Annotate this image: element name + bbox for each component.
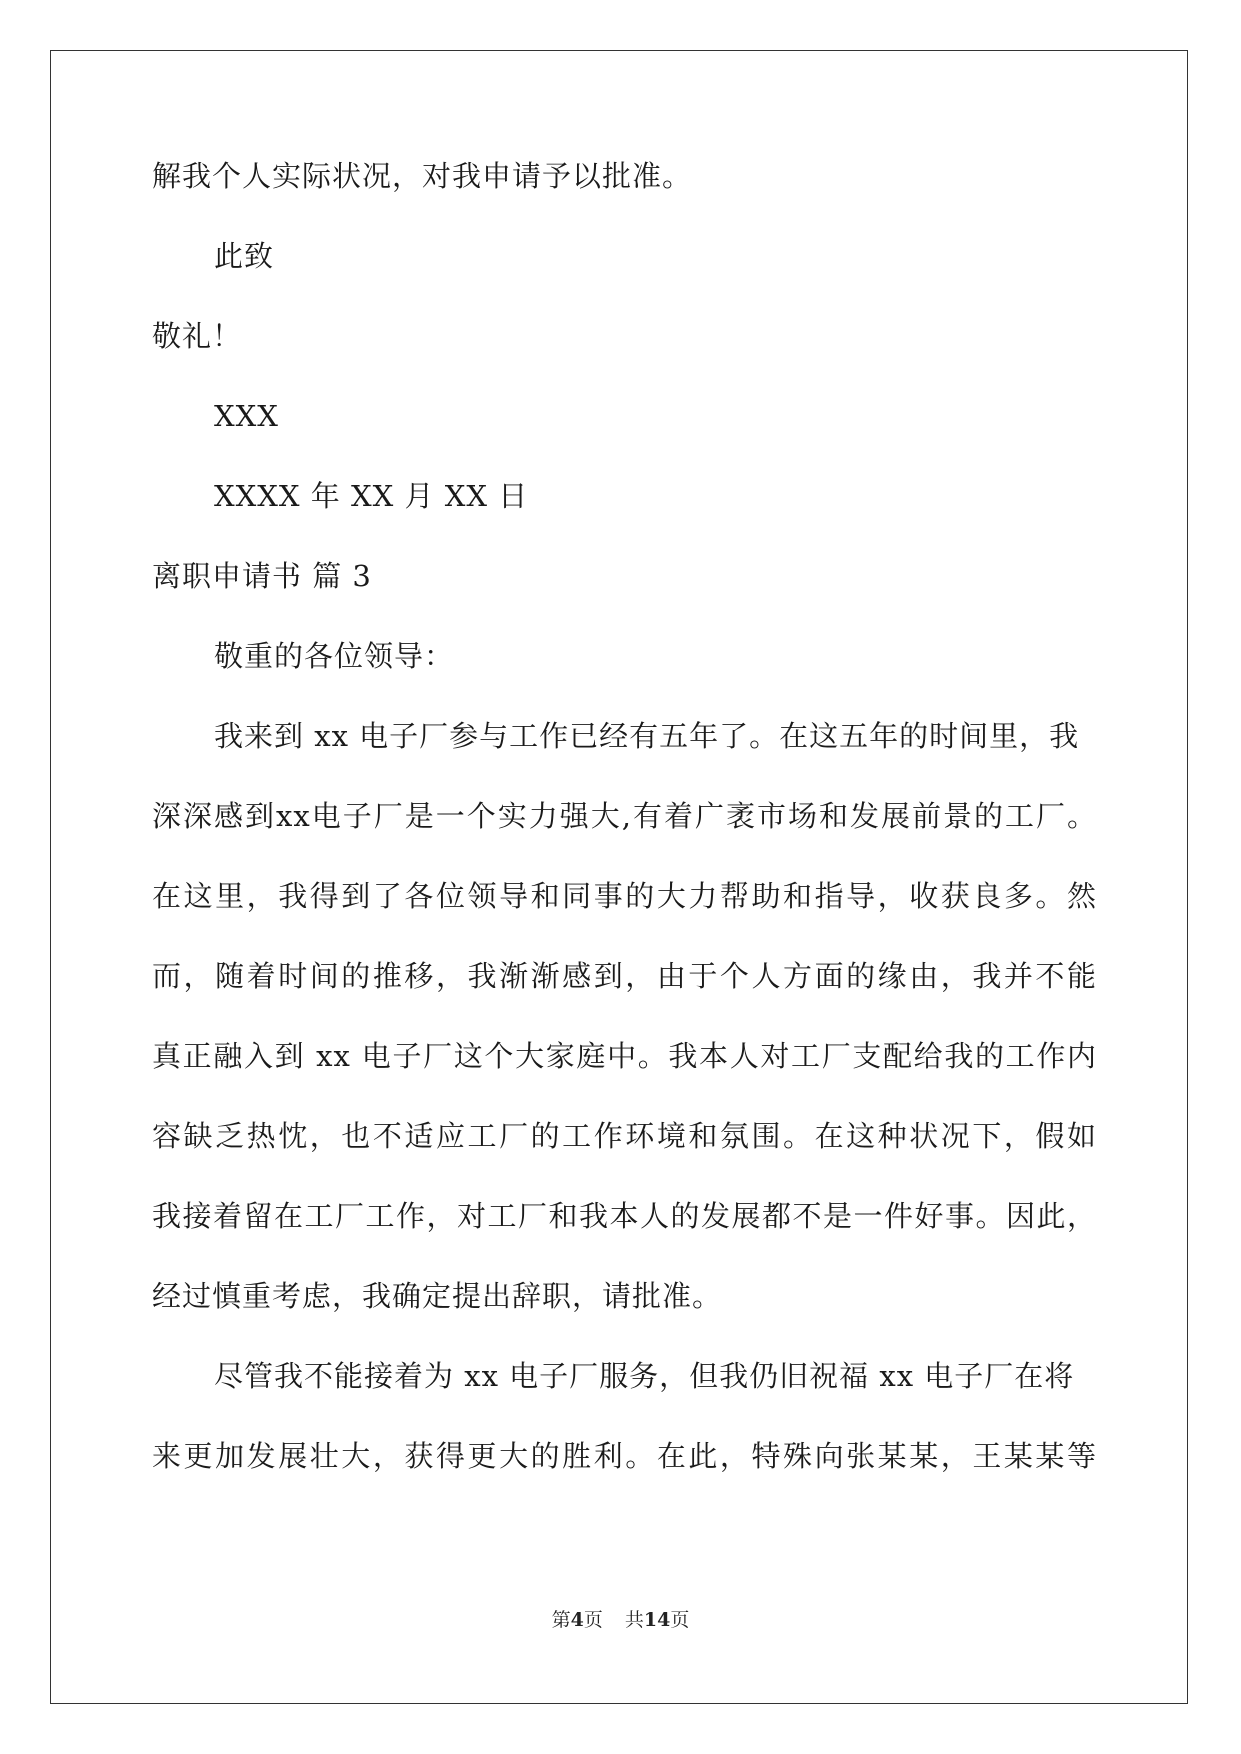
letter-greeting: 敬重的各位领导： xyxy=(214,639,455,673)
footer-page-prefix: 第 xyxy=(551,1609,571,1631)
body-line-7: 我接着留在工厂工作，对工厂和我本人的发展都不是一件好事。因此， xyxy=(152,1199,1097,1233)
body-line-9: 尽管我不能接着为 xx 电子厂服务，但我仍旧祝福 xx 电子厂在将 xyxy=(214,1359,1075,1393)
page-footer xyxy=(0,1608,1241,1632)
salutation-closing: 此致 xyxy=(214,239,275,273)
body-line-1: 我来到 xx 电子厂参与工作已经有五年了。在这五年的时间里，我 xyxy=(214,719,1080,753)
footer-page-number: 4 xyxy=(570,1609,584,1631)
body-line-10: 来更加发展壮大，获得更大的胜利。在此，特殊向张某某，王某某等 xyxy=(152,1439,1097,1473)
section-title: 离职申请书 篇 3 xyxy=(152,559,372,593)
salutation-respect: 敬礼！ xyxy=(152,319,243,353)
signature-name: XXX xyxy=(214,399,279,433)
paragraph-line-1: 解我个人实际状况，对我申请予以批准。 xyxy=(152,159,693,193)
body-line-2: 深深感到xx电子厂是一个实力强大,有着广袤市场和发展前景的工厂。 xyxy=(152,799,1097,833)
body-line-8: 经过慎重考虑，我确定提出辞职，请批准。 xyxy=(152,1279,723,1313)
footer-total-prefix: 共 xyxy=(624,1609,644,1631)
body-line-3: 在这里，我得到了各位领导和同事的大力帮助和指导，收获良多。然 xyxy=(152,879,1097,913)
body-line-6: 容缺乏热忱，也不适应工厂的工作环境和氛围。在这种状况下，假如 xyxy=(152,1119,1097,1153)
signature-date: XXXX 年 XX 月 XX 日 xyxy=(214,479,529,513)
body-line-5: 真正融入到 xx 电子厂这个大家庭中。我本人对工厂支配给我的工作内 xyxy=(152,1039,1097,1073)
body-line-4: 而，随着时间的推移，我渐渐感到，由于个人方面的缘由，我并不能 xyxy=(152,959,1097,993)
footer-page-suffix: 页 xyxy=(583,1609,603,1631)
footer-total-suffix: 页 xyxy=(670,1609,690,1631)
footer-total-number: 14 xyxy=(643,1609,671,1631)
